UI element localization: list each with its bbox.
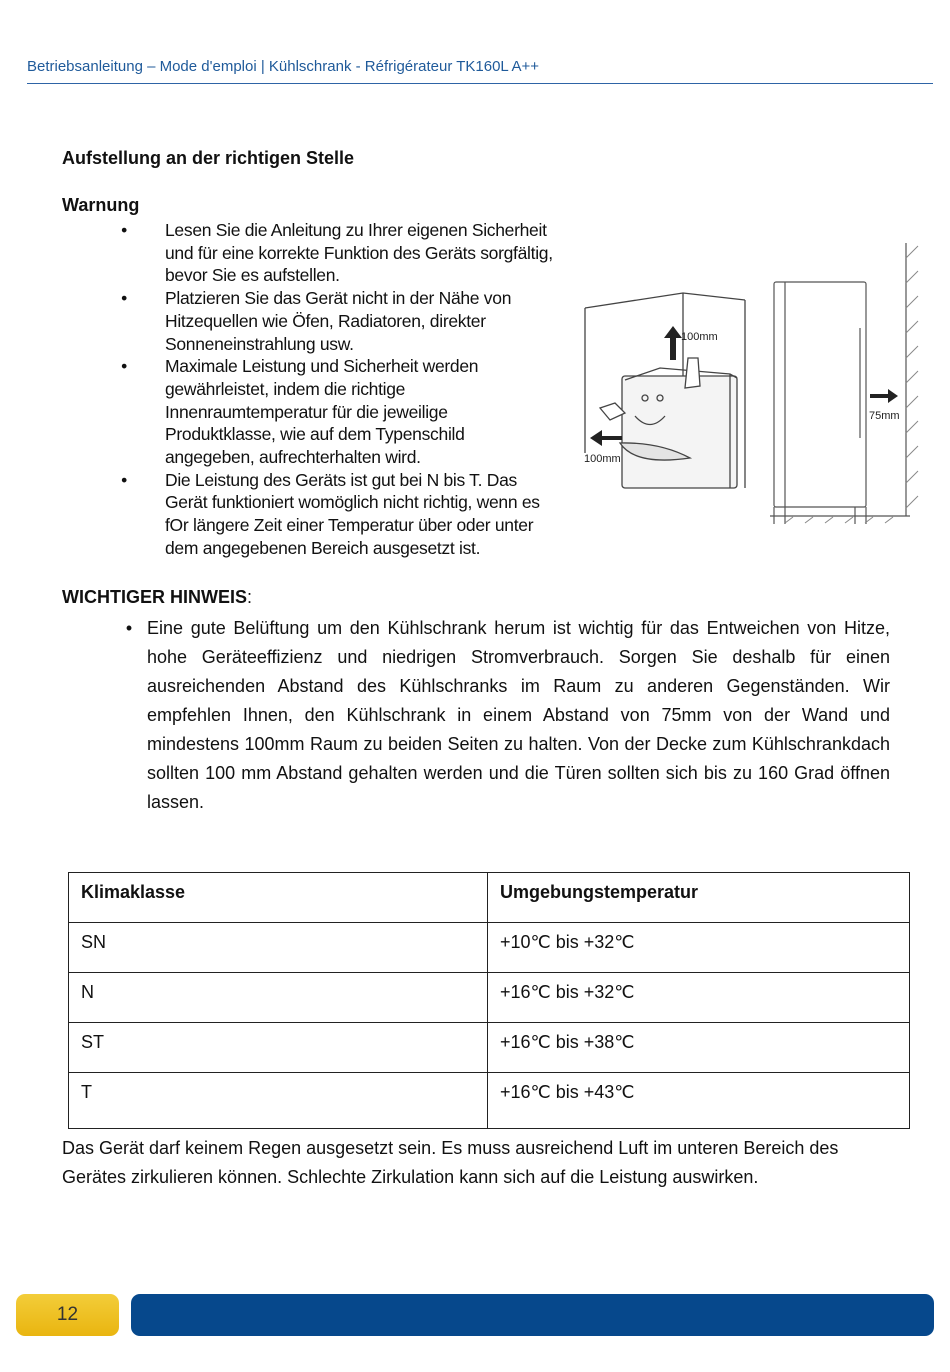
table-cell: T — [69, 1073, 488, 1129]
clearance-side-label: 100mm — [584, 453, 621, 465]
warning-item-text: Platzieren Sie das Gerät nicht in der Nähe von Hitzequellen wie Öfen, Radiatoren, direkter Sonneneinstrahlung usw. — [165, 288, 512, 354]
page-number: 12 — [16, 1294, 119, 1336]
table-header-row — [69, 873, 910, 923]
section-title: Aufstellung an der richtigen Stelle — [62, 148, 355, 168]
table-row — [69, 1023, 910, 1073]
table-row — [69, 923, 910, 973]
table-row — [69, 973, 910, 1023]
table-header-cell: Klimaklasse — [69, 873, 488, 923]
table-cell: SN — [69, 923, 488, 973]
table-cell: +16℃ bis +38℃ — [488, 1023, 910, 1073]
bullet: • — [121, 288, 127, 309]
warning-item-text: Maximale Leistung und Sicherheit werden gewährleistet, indem die richtige Innenraumtemperatur für die jeweilige Produktklasse, wie auf dem Typenschild angegeben, aufrechterhalten wird. — [165, 356, 479, 468]
table-cell: +16℃ bis +43℃ — [488, 1073, 910, 1129]
footer-note: Das Gerät darf keinem Regen ausgesetzt sein. Es muss ausreichend Luft im unteren Bereich des Gerätes zirkulieren können. Schlechte Zirkulation kann sich auf die Leistung auswirken. — [62, 1138, 839, 1187]
table-cell: +10℃ bis +32℃ — [488, 923, 910, 973]
bullet: • — [121, 356, 127, 377]
warning-item-text: Die Leistung des Geräts ist gut bei N bis T. Das Gerät funktioniert womöglich nicht richtig, wenn es fOr längere Zeit einer Temperatur über oder unter dem angegebenen Bereich ausgesetzt ist. — [165, 469, 540, 558]
bullet: • — [121, 220, 127, 240]
list-item — [118, 287, 558, 355]
notice-title-text: WICHTIGER HINWEIS — [62, 587, 247, 607]
arrow-up-icon — [664, 326, 682, 360]
clearance-top-label: 100mm — [681, 331, 718, 343]
list-item — [118, 219, 558, 287]
notice-title — [62, 587, 252, 608]
table-row — [69, 1073, 910, 1129]
page-header: Betriebsanleitung – Mode d'emploi | Kühlschrank - Réfrigérateur TK160L A++ — [27, 58, 540, 75]
table-cell: +16℃ bis +32℃ — [488, 973, 910, 1023]
table-cell: N — [69, 973, 488, 1023]
notice-body — [120, 614, 890, 817]
warning-list — [118, 219, 558, 560]
installation-clearance-figure — [580, 238, 925, 533]
warning-title: Warnung — [62, 195, 140, 215]
clearance-wall-label: 75mm — [869, 410, 900, 422]
list-item — [118, 469, 558, 560]
list-item — [118, 355, 558, 469]
table-header-cell: Umgebungstemperatur — [488, 873, 910, 923]
arrow-right-icon — [870, 389, 898, 403]
table-cell: ST — [69, 1023, 488, 1073]
notice-text: Eine gute Belüftung um den Kühlschrank herum ist wichtig für das Entweichen von Hitze, hohe Geräteeffizienz und niedrigen Stromverbrauch. Sorgen Sie deshalb für einen ausreichenden Abstand des Kühlschranks im Raum zu anderen Gegenständen. Wir empfehlen Ihnen, den Kühlschrank in einem Abstand von 75mm von der Wand und mindestens 100mm Raum zu beiden Seiten zu halten. Von der Decke zum Kühlschrankdach sollten 100 mm Abstand gehalten werden und die Türen sollten sich bis zu 160 Grad öffnen lassen. — [147, 618, 890, 812]
warning-item-text: Lesen Sie die Anleitung zu Ihrer eigenen Sicherheit und für eine korrekte Funktion des Geräts sorgfältig, bevor Sie es aufstellen. — [165, 220, 553, 286]
bullet: • — [121, 469, 127, 490]
climate-class-table — [68, 872, 910, 1129]
footer-bar — [131, 1294, 934, 1336]
header-divider — [27, 83, 933, 84]
notice-title-colon: : — [247, 587, 253, 607]
arrow-left-icon — [590, 430, 622, 446]
bullet: • — [125, 618, 133, 638]
